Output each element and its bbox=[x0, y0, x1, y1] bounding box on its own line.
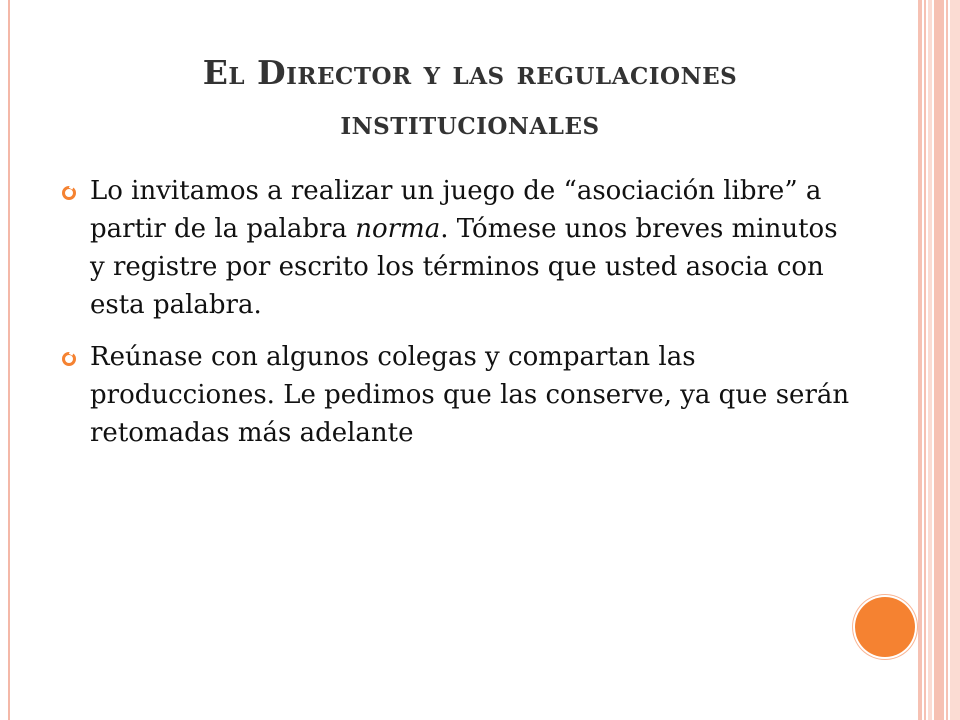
slide-title-line1: El Director y las regulaciones bbox=[202, 53, 738, 92]
stripe bbox=[950, 0, 960, 720]
left-border-line bbox=[8, 0, 10, 720]
bullet-1-text-after: . Tómese unos breves minutos y registre por escrito los términos que usted asocia con esta palabra. bbox=[90, 214, 838, 320]
bullet-1-text-before: Lo invitamos a realizar un juego de “asociación libre” a partir de la palabra bbox=[90, 176, 822, 244]
stripe bbox=[946, 0, 948, 720]
right-decorative-stripes bbox=[918, 0, 960, 720]
bullet-item-1 bbox=[60, 172, 850, 324]
bullet-item-2 bbox=[60, 338, 850, 452]
stripe bbox=[924, 0, 926, 720]
bullet-list bbox=[60, 172, 850, 466]
bullet-1-emphasis: norma bbox=[355, 214, 441, 244]
bullet-ring-icon bbox=[62, 186, 76, 200]
bullet-2-text: Reúnase con algunos colegas y compartan las producciones. Le pedimos que las conserve, ya que serán retomadas más adelante bbox=[90, 342, 850, 448]
bullet-ring-icon bbox=[62, 352, 76, 366]
orange-circle-decoration bbox=[855, 597, 915, 657]
stripe bbox=[928, 0, 932, 720]
slide-title-line2: institucionales bbox=[340, 103, 600, 142]
stripe bbox=[918, 0, 922, 720]
stripe bbox=[934, 0, 944, 720]
slide-title bbox=[40, 48, 900, 148]
